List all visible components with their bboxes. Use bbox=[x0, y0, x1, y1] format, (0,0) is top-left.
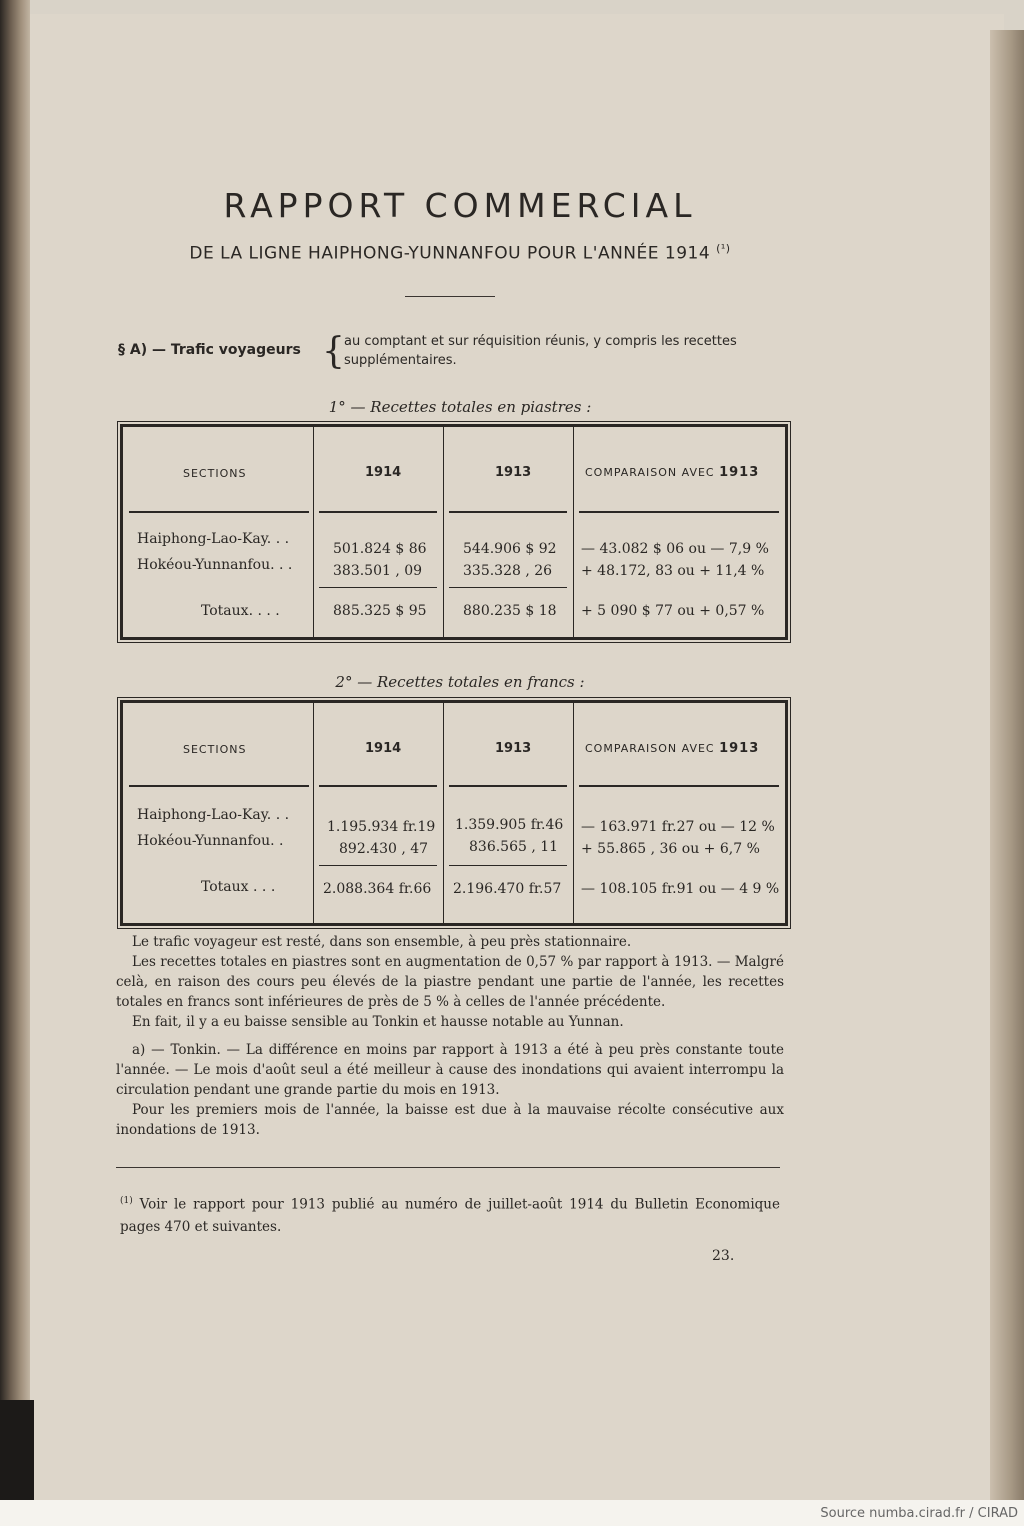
table1-col-divider bbox=[443, 427, 444, 637]
title-divider bbox=[405, 296, 495, 297]
paragraph: En fait, il y a eu baisse sensible au Tonkin et hausse notable au Yunnan. bbox=[132, 1014, 624, 1030]
table1-caption: 1° — Recettes totales en piastres : bbox=[328, 398, 592, 416]
table2-header-rule bbox=[449, 785, 567, 787]
table2-totals-comparison: — 108.105 fr.91 ou — 4 9 % bbox=[581, 881, 780, 897]
table2-col-divider bbox=[443, 703, 444, 923]
subtitle-text: DE LA LIGNE HAIPHONG-YUNNANFOU POUR L'ANNÉE 1914 bbox=[189, 243, 711, 264]
subtitle-footnote-mark: (¹) bbox=[716, 242, 731, 255]
table1-totals-1914: 885.325 $ 95 bbox=[333, 603, 427, 619]
paragraph: a) — Tonkin. — La différence en moins par rapport à 1913 a été à peu près constante toute l'année. — Le mois d'août seul a été meilleur à cause des inondations qui avaient interrompu la circulation pendant une grande partie du mois en 1913. bbox=[116, 1042, 784, 1098]
brace-glyph: { bbox=[322, 331, 345, 372]
table1-col-divider bbox=[573, 427, 574, 637]
paragraph: Les recettes totales en piastres sont en augmentation de 0,57 % par rapport à 1913. — Malgré celà, en raison des cours peu élevés de la piastre pendant une partie de l'année, les recettes totales en francs sont inférieures de près de 5 % à celles de l'année précédente. bbox=[116, 954, 784, 1010]
table2-row2-section: Hokéou-Yunnanfou. . bbox=[137, 833, 284, 849]
table2-header-comp-year: 1913 bbox=[719, 741, 760, 756]
table2-header-comparison bbox=[585, 741, 759, 756]
table1-header-rule bbox=[129, 511, 309, 513]
table2-header-1914: 1914 bbox=[365, 741, 402, 756]
table2-sum-rule bbox=[319, 865, 437, 866]
table2-header-comp-label: COMPARAISON AVEC bbox=[585, 742, 715, 755]
page-title: RAPPORT COMMERCIAL bbox=[223, 186, 697, 225]
table1-header-rule bbox=[579, 511, 779, 513]
table1-row1-1914: 501.824 $ 86 bbox=[333, 541, 427, 557]
page-edge bbox=[990, 30, 1024, 1500]
table2-header-rule bbox=[319, 785, 437, 787]
table2-header-rule bbox=[579, 785, 779, 787]
table2-row2-1914: 892.430 , 47 bbox=[339, 841, 429, 857]
table2-col-divider bbox=[573, 703, 574, 923]
table1-header-sections: SECTIONS bbox=[183, 467, 247, 480]
table2-totals-1913: 2.196.470 fr.57 bbox=[453, 881, 562, 897]
table1-row2-section: Hokéou-Yunnanfou. . . bbox=[137, 557, 293, 573]
table2-row1-section: Haiphong-Lao-Kay. . . bbox=[137, 807, 290, 823]
table1-row2-1913: 335.328 , 26 bbox=[463, 563, 553, 579]
table1-header-comparison bbox=[585, 465, 759, 480]
paragraph: Pour les premiers mois de l'année, la baisse est due à la mauvaise récolte consécutive aux inondations de 1913. bbox=[116, 1102, 784, 1138]
table1-header-rule bbox=[449, 511, 567, 513]
table2-row2-comparison: + 55.865 , 36 ou + 6,7 % bbox=[581, 841, 760, 857]
table1-sum-rule bbox=[449, 587, 567, 588]
table1-header-comp-year: 1913 bbox=[719, 465, 760, 480]
footnote bbox=[120, 1190, 780, 1238]
page-number: 23. bbox=[712, 1248, 735, 1264]
table2-totals-1914: 2.088.364 fr.66 bbox=[323, 881, 432, 897]
footnote-mark: (1) bbox=[120, 1196, 133, 1206]
table2-header-sections: SECTIONS bbox=[183, 743, 247, 756]
table1-header-1913: 1913 bbox=[495, 465, 532, 480]
table1 bbox=[120, 424, 788, 640]
table2-row1-1914: 1.195.934 fr.19 bbox=[327, 819, 436, 835]
table1-header-rule bbox=[319, 511, 437, 513]
table1-totals-comparison: + 5 090 $ 77 ou + 0,57 % bbox=[581, 603, 765, 619]
table1-row1-comparison: — 43.082 $ 06 ou — 7,9 % bbox=[581, 541, 769, 557]
table2-row1-1913: 1.359.905 fr.46 bbox=[455, 817, 564, 833]
table1-totals-1913: 880.235 $ 18 bbox=[463, 603, 557, 619]
source-credit: Source numba.cirad.fr / CIRAD bbox=[820, 1506, 1018, 1521]
table2-header-rule bbox=[129, 785, 309, 787]
table1-header-comp-label: COMPARAISON AVEC bbox=[585, 466, 715, 479]
book-spine bbox=[0, 0, 30, 1500]
body-text bbox=[116, 932, 784, 1140]
table2-caption: 2° — Recettes totales en francs : bbox=[335, 673, 585, 691]
table1-header-1914: 1914 bbox=[365, 465, 402, 480]
table2-header-1913: 1913 bbox=[495, 741, 532, 756]
table2-col-divider bbox=[313, 703, 314, 923]
table2-row1-comparison: — 163.971 fr.27 ou — 12 % bbox=[581, 819, 775, 835]
table2-totals-label: Totaux . . . bbox=[201, 879, 276, 895]
book-spine-dark bbox=[0, 1400, 34, 1500]
table1-row2-comparison: + 48.172, 83 ou + 11,4 % bbox=[581, 563, 765, 579]
table2-row2-1913: 836.565 , 11 bbox=[469, 839, 559, 855]
footnote-divider bbox=[116, 1167, 780, 1168]
footnote-text: Voir le rapport pour 1913 publié au numéro de juillet-août 1914 du Bulletin Economique pages 470 et suivantes. bbox=[120, 1196, 780, 1235]
table1-row1-1913: 544.906 $ 92 bbox=[463, 541, 557, 557]
table1-totals-label: Totaux. . . . bbox=[201, 603, 280, 619]
section-label: § A) — Trafic voyageurs bbox=[118, 342, 301, 358]
paragraph: Le trafic voyageur est resté, dans son ensemble, à peu près stationnaire. bbox=[132, 934, 632, 950]
table1-sum-rule bbox=[319, 587, 437, 588]
table1-row1-section: Haiphong-Lao-Kay. . . bbox=[137, 531, 290, 547]
table1-row2-1914: 383.501 , 09 bbox=[333, 563, 423, 579]
table2-sum-rule bbox=[449, 865, 567, 866]
page-subtitle bbox=[120, 242, 800, 264]
table1-col-divider bbox=[313, 427, 314, 637]
table2 bbox=[120, 700, 788, 926]
section-description: au comptant et sur réquisition réunis, y compris les recettes supplémentaires. bbox=[344, 334, 737, 368]
